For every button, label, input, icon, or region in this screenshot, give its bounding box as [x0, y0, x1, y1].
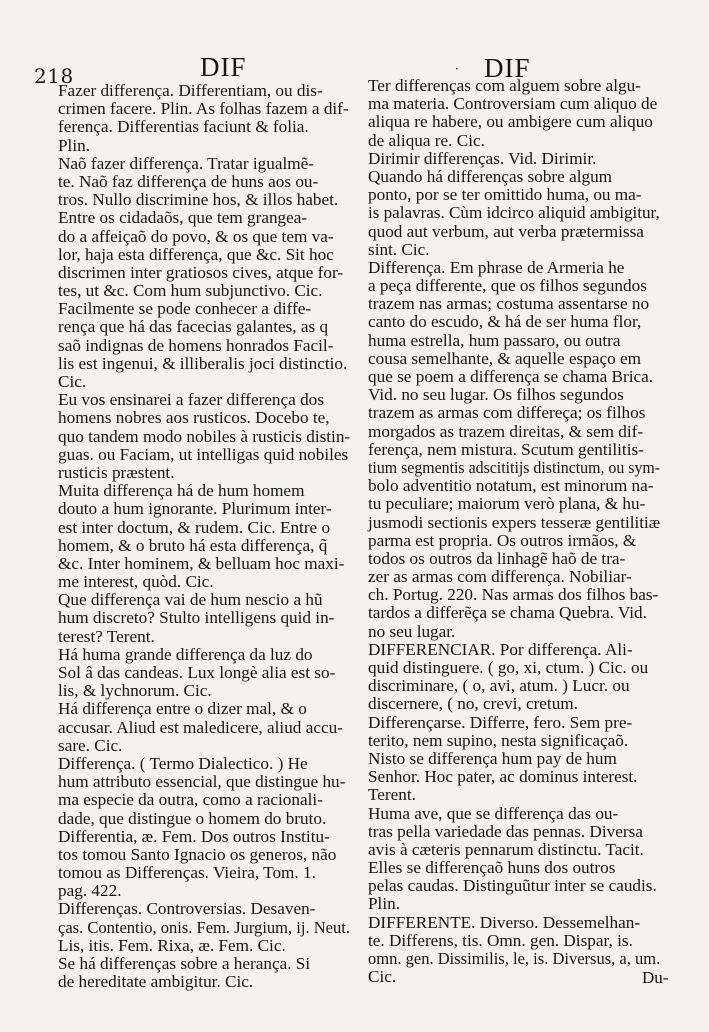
text-line: Differenças. Controversias. Desaven-: [58, 899, 316, 919]
text-line: DIFFERENCIAR. Por differença. Ali-: [368, 639, 633, 659]
text-line: omn. gen. Dissimilis, le, is. Diversus, a, um.: [368, 949, 661, 968]
text-line: Terent.: [368, 785, 416, 805]
text-line: discriminare, ( o, avi, atum. ) Lucr. ou: [368, 676, 630, 696]
text-line: &c. Inter hominem, & belluam hoc maxi-: [58, 553, 345, 573]
right-column: [368, 77, 660, 986]
text-line: Entre os cidadaõs, que tem grangea-: [58, 208, 308, 228]
text-line: Que differença vai de hum nescio a hũ: [58, 590, 323, 610]
text-line: tros. Nullo discrimine hos, & illos habet.: [58, 190, 339, 210]
text-line: Huma ave, que se differença das ou-: [368, 803, 619, 823]
text-line: dade, que distingue o homem do bruto.: [58, 808, 327, 828]
catchword: Du-: [642, 968, 669, 987]
text-line: parma est propria. Os outros irmãos, &: [368, 530, 637, 550]
text-line: jusmodi sectionis expers tesseræ gentilitiæ: [368, 512, 661, 532]
text-line: Differença. ( Termo Dialectico. ) He: [58, 753, 308, 773]
text-line: homens nobres aos rusticos. Docebo te,: [58, 408, 330, 428]
text-line: ch. Portug. 220. Nas armas dos filhos bas-: [368, 585, 659, 605]
text-line: Fazer differença. Differentiam, ou dis-: [58, 81, 323, 100]
text-line: tras pella variedade das pennas. Diversa: [368, 821, 643, 841]
text-line: Vid. no seu lugar. Os filhos segundos: [368, 385, 624, 405]
text-line: Differençarse. Differre, fero. Sem pre-: [368, 712, 633, 732]
text-line: Plin.: [368, 894, 400, 914]
text-line: Lis, itis. Fem. Rixa, æ. Fem. Cic.: [58, 935, 286, 955]
text-line: no seu lugar.: [368, 621, 456, 641]
text-line: Plin.: [58, 135, 90, 155]
text-line: homem, & o bruto há esta differença, q̃: [58, 535, 328, 555]
text-line: me interest, quòd. Cic.: [58, 572, 214, 592]
text-line: tomou as Differenças. Vieira, Tom. 1.: [58, 863, 316, 883]
text-line: tu peculiare; maiorum verò plana, & hu-: [368, 494, 646, 514]
text-line: Cic.: [58, 372, 87, 391]
text-line: discrimen inter gratiosos cives, atque for-: [58, 262, 344, 282]
text-line: de aliqua re. Cic.: [368, 130, 485, 150]
text-line: pag. 422.: [58, 881, 122, 901]
text-line: is palavras. Cùm idcirco aliquid ambigitur,: [368, 203, 660, 223]
text-line: quid distinguere. ( go, xi, ctum. ) Cic. ou: [368, 658, 649, 677]
text-line: accusar. Aliud est maledicere, aliud accu-: [58, 717, 343, 737]
text-line: cousa semelhante, & aquelle espaço em: [368, 348, 641, 368]
text-line: lis est ingenui, & illiberalis joci distinctio.: [58, 353, 348, 373]
text-line: todos os outros da linhagẽ haõ de tra-: [368, 548, 626, 568]
text-line: Cic.: [368, 967, 397, 987]
header-dot: ·: [455, 62, 459, 76]
text-line: tardos a differẽça se chama Quebra. Vid.: [368, 603, 647, 623]
text-line: Muita differença há de hum homem: [58, 481, 305, 501]
page-number: 218: [34, 64, 74, 88]
text-line: sare. Cic.: [58, 735, 123, 755]
text-line: te. Differens, tis. Omn. gen. Dispar, is.: [368, 930, 633, 950]
text-line: tos tomou Santo Ignacio os generos, não: [58, 844, 337, 864]
text-line: Nisto se differença hum pay de hum: [368, 748, 617, 768]
text-line: terest? Terent.: [58, 626, 155, 646]
text-line: quod aut verbum, aut verba prætermissa: [368, 221, 644, 241]
text-line: trazem nas armas; costuma assentarse no: [368, 294, 650, 314]
text-line: ferença. Differentias faciunt & folia.: [58, 117, 309, 137]
text-line: discernere, ( no, crevi, cretum.: [368, 694, 578, 714]
text-line: Eu vos ensinarei a fazer differença dos: [58, 390, 324, 410]
text-line: trazem as armas com differeça; os filhos: [368, 403, 646, 423]
text-line: lis, & lychnorum. Cic.: [58, 681, 212, 701]
text-line: Quando há differenças sobre algum: [368, 166, 613, 186]
text-line: pelas caudas. Distinguũtur inter se caudis.: [368, 876, 657, 896]
text-line: ferença, nem mistura. Scutum gentilitis-: [368, 439, 644, 459]
text-line: zer as armas com differença. Nobiliar-: [368, 567, 632, 587]
text-line: Ter differenças com alguem sobre algu-: [368, 76, 641, 95]
text-line: ças. Contentio, onis. Fem. Jurgium, ij. Neut.: [58, 917, 350, 937]
text-line: canto do escudo, & há de ser huma flor,: [368, 312, 642, 332]
text-line: hum attributo essencial, que distingue hu-: [58, 772, 346, 792]
text-line: Elles se differençaõ huns dos outros: [368, 858, 616, 878]
text-line: douto a hum ignorante. Plurimum inter-: [58, 499, 332, 519]
text-line: do a affeiçaõ do povo, & os que tem va-: [58, 226, 334, 246]
text-line: Se há differenças sobre a herança. Si: [58, 954, 311, 973]
text-line: ponto, por se ter omittido huma, ou ma-: [368, 185, 642, 205]
left-column: [58, 82, 350, 991]
text-line: DIFFERENTE. Diverso. Dessemelhan-: [368, 912, 641, 932]
text-line: huma estrella, hum passaro, ou outra: [368, 330, 621, 350]
text-line: Differença. Em phrase de Armeria he: [368, 257, 625, 277]
text-line: sint. Cic.: [368, 239, 430, 259]
text-line: Há huma grande differença da luz do: [58, 644, 313, 664]
text-line: Facilmente se pode conhecer a diffe-: [58, 299, 312, 319]
text-line: Naõ fazer differença. Tratar igualmẽ-: [58, 153, 314, 173]
text-line: est inter doctum, & rudem. Cic. Entre o: [58, 517, 331, 537]
text-line: hum discreto? Stulto intelligens quid in-: [58, 608, 335, 628]
text-line: Differentia, æ. Fem. Dos outros Institu-: [58, 826, 330, 846]
text-line: lor, haja esta differença, que &c. Sit hoc: [58, 244, 334, 264]
text-line: crimen facere. Plin. As folhas fazem a dif-: [58, 99, 349, 119]
text-line: ma materia. Controversiam cum aliquo de: [368, 94, 658, 114]
text-line: guas. ou Faciam, ut intelligas quid nobiles: [58, 444, 349, 464]
text-line: bolo adventitio notatum, est minorum na-: [368, 476, 654, 496]
text-line: Dirimir differenças. Vid. Dirimir.: [368, 148, 597, 168]
text-line: terito, nem supino, nesta significaçaõ.: [368, 730, 629, 750]
left-running-head: DIF: [200, 52, 247, 82]
text-line: avis à cæteris pennarum distinctu. Tacit.: [368, 839, 644, 859]
text-line: ma especie da outra, como a racionali-: [58, 790, 323, 810]
right-running-head: DIF: [484, 53, 531, 83]
text-line: tium segmentis adscititijs distinctum, ou sym-: [368, 457, 661, 477]
text-line: que se poem a differença se chama Brica.: [368, 367, 654, 386]
text-line: a peça differente, que os filhos segundos: [368, 276, 647, 296]
text-line: Há differença entre o dizer mal, & o: [58, 699, 307, 719]
text-line: rença que há das facecias galantes, as q: [58, 317, 329, 337]
text-line: rusticis præstent.: [58, 462, 175, 482]
text-line: saõ indignas de homens honrados Facil-: [58, 335, 334, 355]
text-line: Senhor. Hoc pater, ac dominus interest.: [368, 767, 638, 787]
text-line: quo tandem modo nobiles à rusticis distin-: [58, 426, 351, 446]
text-line: Sol â das candeas. Lux longè alia est so-: [58, 663, 336, 682]
text-line: de hereditate ambigitur. Cic.: [58, 972, 254, 992]
text-line: te. Naõ faz differença de huns aos ou-: [58, 171, 319, 191]
text-line: morgados as trazem direitas, & sem dif-: [368, 421, 644, 441]
text-line: tes, ut &c. Com hum subjunctivo. Cic.: [58, 281, 323, 301]
text-line: aliqua re habere, ou ambigere cum aliquo: [368, 112, 653, 132]
